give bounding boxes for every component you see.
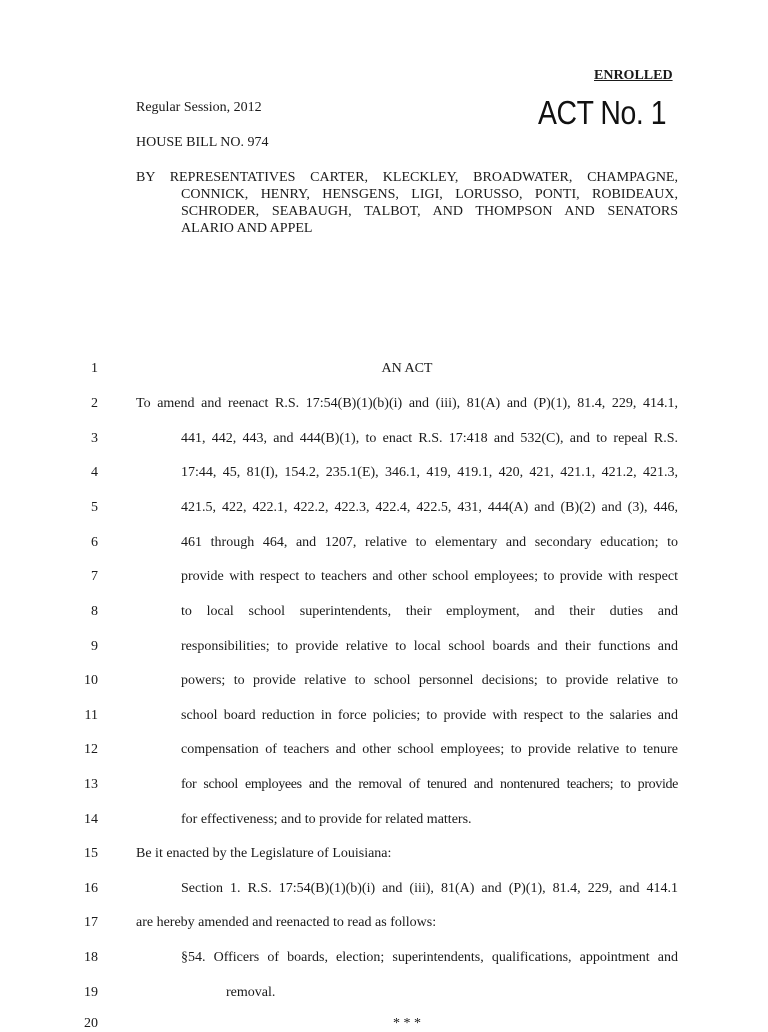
section-heading: §54. Officers of boards, election; superintendents, qualifications, appointment and [181, 950, 678, 965]
sponsors-block [136, 169, 678, 237]
line-number: 3 [91, 431, 98, 446]
line-number: 10 [84, 673, 98, 688]
bill-number: HOUSE BILL NO. 974 [136, 135, 269, 150]
line-text: responsibilities; to provide relative to local school boards and their functions and [181, 639, 678, 654]
line-text: compensation of teachers and other school employees; to provide relative to tenure [181, 742, 678, 757]
line-number: 12 [84, 742, 98, 757]
sponsors-line: SCHRODER, SEABAUGH, TALBOT, AND THOMPSON AND SENATORS [181, 204, 678, 219]
sponsors-line: CONNICK, HENRY, HENSGENS, LIGI, LORUSSO, PONTI, ROBIDEAUX, [181, 187, 678, 202]
sponsors-line: BY REPRESENTATIVES CARTER, KLECKLEY, BROADWATER, CHAMPAGNE, [136, 170, 678, 185]
line-number: 4 [91, 465, 98, 480]
enrolled-label: ENROLLED [594, 68, 673, 83]
sponsors-line: ALARIO AND APPEL [181, 221, 313, 236]
line-text: for effectiveness; and to provide for related matters. [181, 812, 472, 827]
line-number: 17 [84, 915, 98, 930]
line-number: 14 [84, 812, 98, 827]
act-heading: AN ACT [381, 361, 433, 376]
line-number: 20 [84, 1016, 98, 1031]
line-text: provide with respect to teachers and other school employees; to provide with respect [181, 569, 678, 584]
line-text: 17:44, 45, 81(I), 154.2, 235.1(E), 346.1, 419, 419.1, 420, 421, 421.1, 421.2, 421.3, [181, 465, 678, 480]
line-text: are hereby amended and reenacted to read as follows: [136, 915, 437, 930]
section-heading-continued: removal. [226, 985, 276, 1000]
line-number: 9 [91, 639, 98, 654]
line-text: Be it enacted by the Legislature of Louisiana: [136, 846, 392, 861]
session-label: Regular Session, 2012 [136, 100, 262, 115]
line-number: 8 [91, 604, 98, 619]
line-number: 11 [84, 708, 98, 723]
line-text: 461 through 464, and 1207, relative to elementary and secondary education; to [181, 535, 678, 550]
line-text: To amend and reenact R.S. 17:54(B)(1)(b)(i) and (iii), 81(A) and (P)(1), 81.4, 229, 414.1, [136, 396, 678, 411]
line-text: school board reduction in force policies; to provide with respect to the salaries and [181, 708, 678, 723]
line-text: 441, 442, 443, and 444(B)(1), to enact R.S. 17:418 and 532(C), and to repeal R.S. [181, 431, 678, 446]
line-number: 1 [91, 361, 98, 376]
act-number: ACT No. 1 [538, 94, 667, 131]
line-number: 7 [91, 569, 98, 584]
line-number: 13 [84, 777, 98, 792]
line-number: 16 [84, 881, 98, 896]
line-text: powers; to provide relative to school personnel decisions; to provide relative to [181, 673, 678, 688]
line-text: 421.5, 422, 422.1, 422.2, 422.3, 422.4, 422.5, 431, 444(A) and (B)(2) and (3), 446, [181, 500, 678, 515]
asterisk-separator: * * * [393, 1016, 421, 1031]
line-number: 2 [91, 396, 98, 411]
line-number: 5 [91, 500, 98, 515]
line-number: 19 [84, 985, 98, 1000]
line-text: for school employees and the removal of tenured and nontenured teachers; to provide [181, 777, 678, 792]
line-number: 15 [84, 846, 98, 861]
line-text: Section 1. R.S. 17:54(B)(1)(b)(i) and (iii), 81(A) and (P)(1), 81.4, 229, and 414.1 [181, 881, 678, 896]
line-number: 18 [84, 950, 98, 965]
line-number: 6 [91, 535, 98, 550]
line-text: to local school superintendents, their employment, and their duties and [181, 604, 678, 619]
